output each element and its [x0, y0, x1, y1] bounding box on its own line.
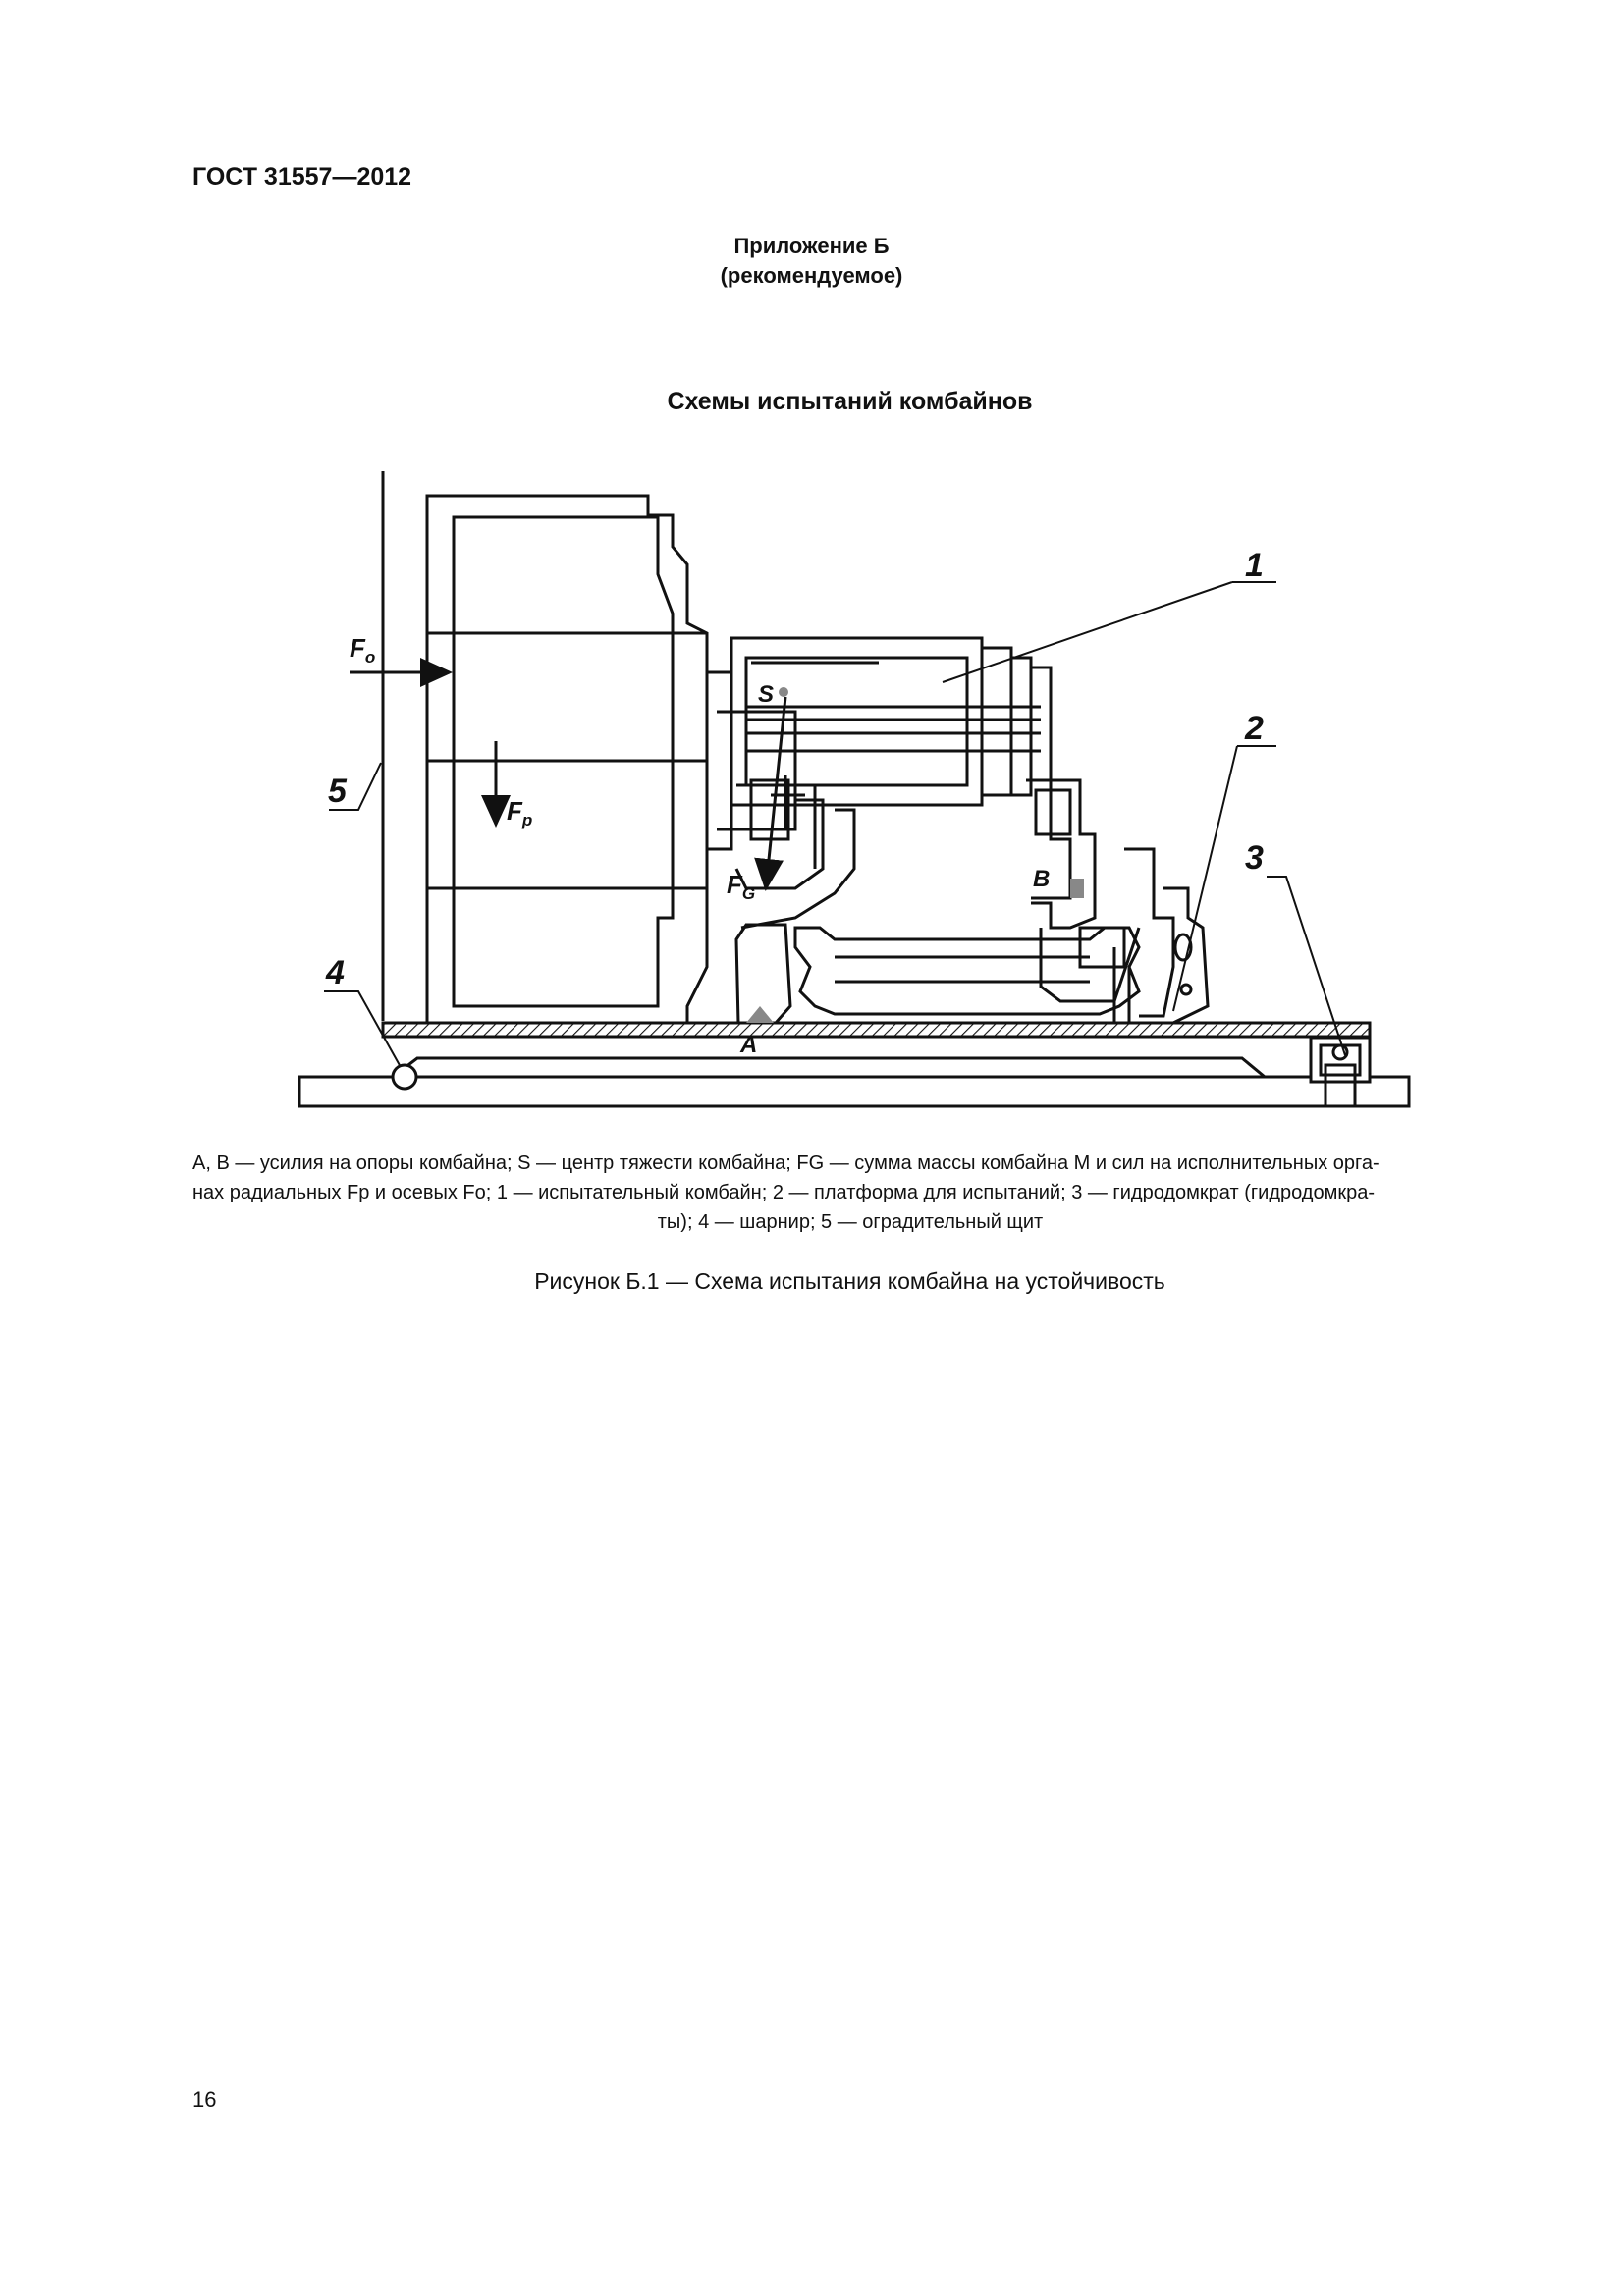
callout-2: 2 — [1245, 710, 1264, 747]
callout-5: 5 — [328, 773, 347, 810]
leader-2 — [1173, 746, 1276, 1011]
section-title: Схемы испытаний комбайнов — [667, 388, 1033, 415]
page-number: 16 — [192, 2087, 217, 2111]
leader-1 — [943, 582, 1276, 682]
support-b-marker — [1070, 879, 1084, 898]
callout-1: 1 — [1245, 547, 1264, 584]
center-of-gravity — [779, 687, 788, 697]
callout-3: 3 — [1245, 839, 1264, 877]
standard-code: ГОСТ 31557—2012 — [192, 163, 412, 190]
point-s-label: S — [758, 681, 775, 708]
combine-test-scheme-drawing — [285, 456, 1414, 1124]
combine-chassis — [1026, 780, 1208, 1023]
force-fo-label: $F_o$ — [350, 633, 376, 667]
track-undercarriage — [736, 925, 1139, 1023]
hinge — [393, 1065, 416, 1089]
legend-line-2: нах радиальных Fp и осевых Fo; 1 — испытательный комбайн; 2 — платформа для испытаний; 3 — гидродомкрат (гидродомкра- — [192, 1182, 1375, 1203]
annex-title: Приложение Б — [733, 234, 890, 258]
legend-line-1: A, B — усилия на опоры комбайна; S — центр тяжести комбайна; FG — сумма массы комбайна M и сил на исполнительных орга- — [192, 1152, 1380, 1174]
callout-4: 4 — [326, 954, 345, 991]
point-b-label: B — [1033, 866, 1051, 892]
force-fg-label: $F_G$ — [727, 870, 756, 903]
force-fg-arrow — [766, 697, 785, 888]
figure-caption: Рисунок Б.1 — Схема испытания комбайна на устойчивость — [534, 1268, 1165, 1294]
annex-status: (рекомендуемое) — [720, 263, 903, 288]
cutting-drum — [427, 496, 707, 1023]
point-a-label: A — [740, 1032, 758, 1058]
force-fp-label: $F_p$ — [507, 796, 533, 829]
base-frame — [299, 1077, 1409, 1106]
figure-legend — [192, 1148, 1508, 1237]
test-platform — [383, 1023, 1370, 1037]
support-a-marker — [746, 1006, 774, 1023]
legend-line-3: ты); 4 — шарнир; 5 — оградительный щит — [657, 1211, 1044, 1233]
